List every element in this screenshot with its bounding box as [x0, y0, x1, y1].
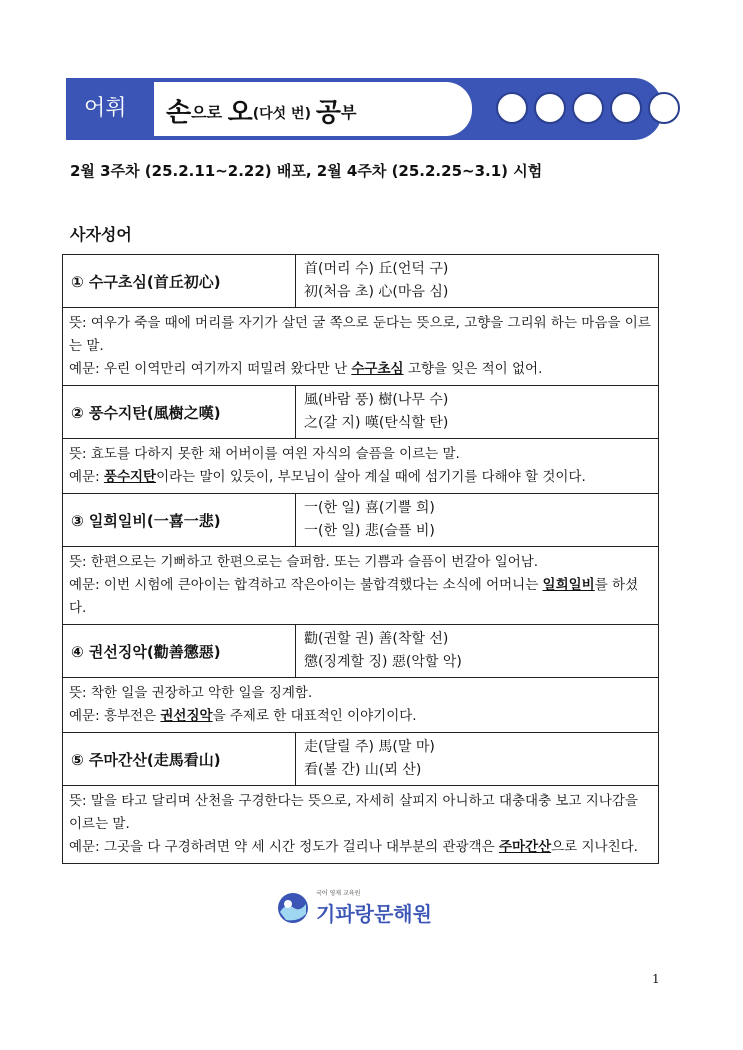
text-segment: 뜻: 한편으로는 기뻐하고 한편으로는 슬퍼함. 또는 기쁨과 슬픔이 번갈아 일어남. [69, 554, 539, 570]
text-segment: 예문: 그곳을 다 구경하려면 약 세 시간 정도가 걸리나 대부분의 관광객은 [69, 839, 499, 855]
character-gloss: 初(처음 초) 心(마음 심) [304, 284, 449, 300]
banner-title-part: 으로 [191, 103, 228, 122]
page-number: 1 [652, 972, 660, 986]
idiom-characters [296, 625, 658, 677]
text-segment: 예문: 이번 시험에 큰아이는 합격하고 작은아이는 불합격했다는 소식에 어머니는 [69, 577, 543, 593]
highlighted-idiom: 수구초심 [351, 361, 404, 377]
idiom-explanation [63, 786, 658, 863]
idiom-header-row [63, 733, 658, 786]
idiom-characters [296, 733, 658, 785]
banner-title-part: 오 [227, 98, 253, 128]
text-segment: 고향을 잊은 적이 없어. [403, 361, 543, 377]
banner-title [166, 92, 356, 129]
decorative-circle [648, 92, 680, 124]
idiom-explanation [63, 439, 658, 493]
section-title: 사자성어 [70, 225, 132, 244]
character-gloss: 風(바람 풍) 樹(나무 수) [304, 392, 449, 408]
idiom-table [62, 254, 659, 864]
banner-title-part: 손 [166, 98, 192, 128]
idiom-characters [296, 494, 658, 546]
idiom-example [69, 466, 652, 489]
schedule-line: 2월 3주차 (25.2.11~2.22) 배포, 2월 4주차 (25.2.25~3.1) 시험 [70, 162, 543, 180]
wave-logo-icon [276, 892, 310, 924]
idiom-name: ② 풍수지탄(風樹之嘆) [63, 386, 296, 438]
banner-label: 어휘 [84, 96, 127, 121]
idiom-name: ③ 일희일비(一喜一悲) [63, 494, 296, 546]
character-gloss: 懲(징계할 징) 惡(악할 악) [304, 654, 462, 670]
text-segment: 뜻: 착한 일을 권장하고 악한 일을 징계함. [69, 685, 313, 701]
idiom-meaning [69, 551, 652, 574]
idiom-characters [296, 386, 658, 438]
idiom-entry [63, 624, 658, 732]
character-gloss: 勸(권할 권) 善(착할 선) [304, 631, 449, 647]
character-gloss: 走(달릴 주) 馬(말 마) [304, 739, 435, 755]
banner-title-part: 부 [340, 103, 357, 122]
text-segment: 이라는 말이 있듯이, 부모님이 살아 계실 때에 섬기기를 다해야 할 것이다. [156, 469, 586, 485]
decorative-circles [496, 92, 680, 124]
idiom-meaning [69, 790, 652, 836]
idiom-example [69, 705, 652, 728]
banner-title-part: (다섯 번) [252, 106, 316, 122]
idiom-explanation [63, 678, 658, 732]
idiom-header-row [63, 255, 658, 308]
decorative-circle [496, 92, 528, 124]
character-gloss: 首(머리 수) 丘(언덕 구) [304, 261, 449, 277]
decorative-circle [534, 92, 566, 124]
decorative-circle [572, 92, 604, 124]
character-gloss: 一(한 일) 喜(기쁠 희) [304, 500, 435, 516]
text-segment: 를 하셨다. [69, 577, 639, 616]
text-segment: 뜻: 효도를 다하지 못한 채 어버이를 여읜 자식의 슬픔을 이르는 말. [69, 446, 460, 462]
idiom-name: ④ 권선징악(勸善懲惡) [63, 625, 296, 677]
idiom-example [69, 574, 652, 620]
text-segment: 뜻: 말을 타고 달리며 산천을 구경한다는 뜻으로, 자세히 살피지 아니하고 대충대충 보고 지나감을 이르는 말. [69, 793, 638, 832]
highlighted-idiom: 권선징악 [160, 708, 213, 724]
highlighted-idiom: 풍수지탄 [103, 469, 157, 485]
text-segment: 을 주제로 한 대표적인 이야기이다. [212, 708, 417, 724]
idiom-explanation [63, 308, 658, 385]
character-gloss: 之(갈 지) 嘆(탄식할 탄) [304, 415, 449, 431]
idiom-entry [63, 732, 658, 863]
text-segment: 예문: [69, 469, 104, 485]
idiom-header-row [63, 386, 658, 439]
text-segment: 으로 지나친다. [551, 839, 638, 855]
idiom-meaning [69, 312, 652, 358]
logo-subtitle: 국어 영재 교육원 [316, 890, 361, 897]
highlighted-idiom: 주마간산 [498, 839, 552, 855]
banner-title-part: 공 [315, 98, 341, 128]
idiom-entry [63, 255, 658, 385]
idiom-name: ① 수구초심(首丘初心) [63, 255, 296, 307]
highlighted-idiom: 일희일비 [542, 577, 595, 593]
idiom-entry [63, 385, 658, 493]
logo-name: 기파랑문해원 [316, 902, 432, 926]
idiom-explanation [63, 547, 658, 624]
idiom-example [69, 836, 652, 859]
text-segment: 예문: 우린 이역만리 여기까지 떠밀려 왔다만 난 [69, 361, 352, 377]
text-segment: 예문: 흥부전은 [69, 708, 161, 724]
idiom-name: ⑤ 주마간산(走馬看山) [63, 733, 296, 785]
idiom-header-row [63, 625, 658, 678]
text-segment: 뜻: 여우가 죽을 때에 머리를 자기가 살던 굴 쪽으로 둔다는 뜻으로, 고향을 그리워 하는 마음을 이르는 말. [69, 315, 651, 354]
idiom-entry [63, 493, 658, 624]
decorative-circle [610, 92, 642, 124]
idiom-characters [296, 255, 658, 307]
idiom-meaning [69, 682, 652, 705]
character-gloss: 一(한 일) 悲(슬플 비) [304, 523, 435, 539]
idiom-meaning [69, 443, 652, 466]
idiom-header-row [63, 494, 658, 547]
publisher-logo [276, 888, 436, 928]
character-gloss: 看(볼 간) 山(뫼 산) [304, 762, 422, 778]
idiom-example [69, 358, 652, 381]
header-banner [66, 78, 662, 140]
